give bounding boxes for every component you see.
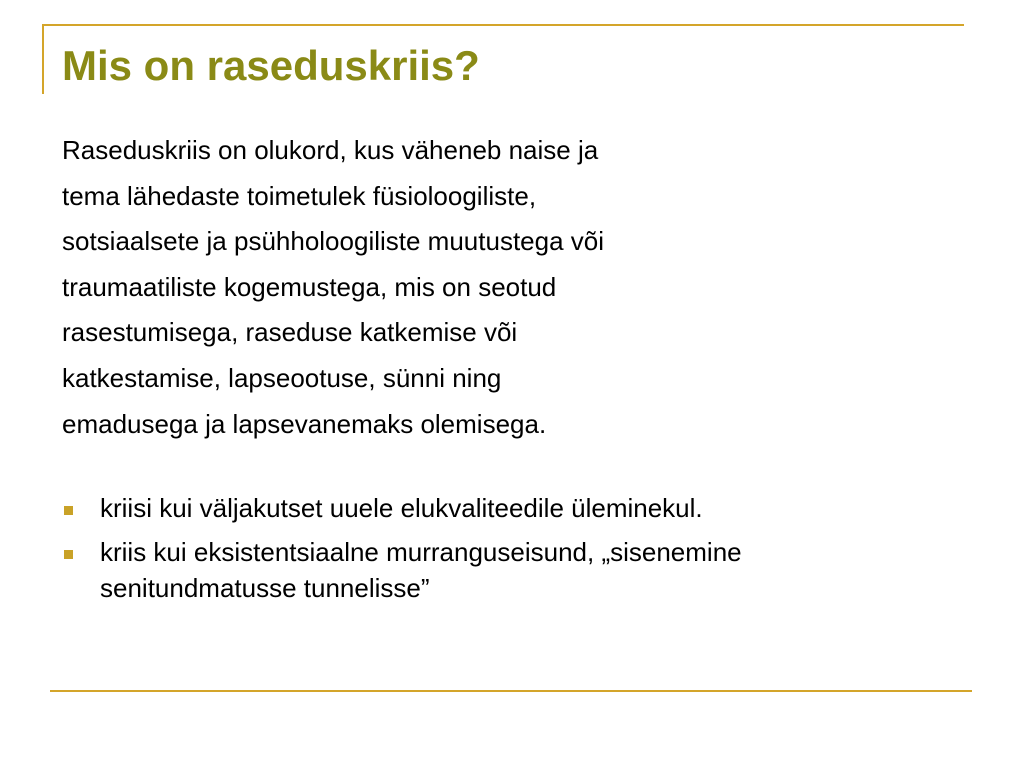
bottom-divider-line [50, 690, 972, 692]
square-bullet-icon [64, 550, 73, 559]
paragraph-line: tema lähedaste toimetulek füsioloogiliste, [62, 180, 537, 211]
paragraph-line: rasestumisega, raseduse katkemise või [62, 317, 518, 348]
bullet-text-line: kriisi kui väljakutset uuele elukvaliteedile üleminekul. [100, 493, 703, 523]
bullet-item [62, 534, 972, 606]
bullet-item [62, 490, 972, 526]
slide-title: Mis on raseduskriis? [62, 42, 480, 89]
bullet-text-line: kriis kui eksistentsiaalne murranguseisund, „sisenemine [100, 537, 742, 567]
left-accent-line [42, 24, 44, 94]
square-bullet-icon [64, 506, 73, 515]
paragraph-line: sotsiaalsete ja psühholoogiliste muutustega või [62, 226, 605, 257]
top-divider-line [42, 24, 964, 26]
paragraph-line: Raseduskriis on olukord, kus väheneb naise ja [62, 135, 599, 165]
paragraph-line: katkestamise, lapseootuse, sünni ning [62, 362, 502, 393]
bullet-list [62, 490, 972, 614]
paragraph-line: emadusega ja lapsevanemaks olemisega. [62, 408, 547, 439]
bullet-text-line: senitundmatusse tunnelisse” [100, 573, 430, 603]
definition-paragraph [62, 128, 962, 447]
paragraph-line: traumaatiliste kogemustega, mis on seotud [62, 271, 557, 302]
